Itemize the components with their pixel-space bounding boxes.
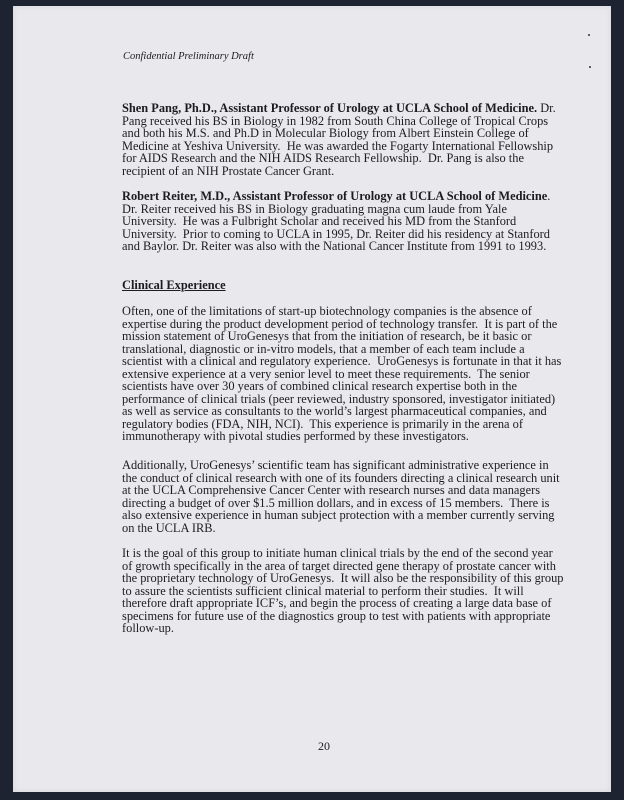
line-text: of growth specifically in the area of target directed gene therapy of prostate cancer with xyxy=(122,558,556,573)
line-text: expertise during the product development period of technology transfer. It is part of the xyxy=(122,316,558,331)
line-text: immunotherapy with pivotal studies performed by these investigators. xyxy=(122,429,469,443)
line-text: scientist with a clinical and regulatory experience. UroGenesys is fortunate in that it has xyxy=(122,354,562,368)
line-text: and both his M.S. and Ph.D in Molecular Biology from Albert Einstein College of xyxy=(122,126,529,140)
line-text: on the UCLA IRB. xyxy=(122,520,216,535)
line-text: Dr. Reiter received his BS in Biology graduating magna cum laude from Yale xyxy=(122,201,507,216)
scan-speck xyxy=(589,66,591,68)
line-text: . xyxy=(547,189,551,203)
bold-lead: Shen Pang, Ph.D., Assistant Professor of Urology at UCLA School of Medicine. xyxy=(122,101,538,115)
text-line xyxy=(122,239,547,253)
line-text: University. He was a Fulbright Scholar and received his MD from the Stanford xyxy=(122,214,517,228)
scan-speck xyxy=(588,34,590,36)
line-text: extensive experience at a very senior level to meet these requirements. The senior xyxy=(122,366,530,381)
line-text: It is the goal of this group to initiate human clinical trials by the end of the second year xyxy=(122,546,553,560)
text-line xyxy=(122,608,551,623)
line-text: directing a budget of over $1.5 million dollars, and in excess of 15 members. There is xyxy=(122,495,550,510)
line-text: follow-up. xyxy=(122,621,174,635)
paragraph-clinical-3 xyxy=(122,546,564,635)
line-text: translational, diagnostic or in-vitro models, that a member of each team include a xyxy=(122,341,525,356)
line-text: regulatory bodies (FDA, NIH, NCI). This experience is primarily in the arena of xyxy=(122,416,523,431)
paragraph-robert-reiter xyxy=(122,189,551,253)
line-text: Medicine at Yeshiva University. He was awarded the Fogarty International Fellowship xyxy=(122,138,554,153)
text-line xyxy=(122,622,507,635)
line-text: the conduct of clinical research with one of its founders directing a clinical research unit xyxy=(122,470,560,485)
line-text: therefore draft appropriate ICF’s, and begin the process of creating a large data base of xyxy=(122,596,552,610)
line-text: and Baylor. Dr. Reiter was also with the National Cancer Institute from 1991 to 1993. xyxy=(122,239,547,253)
line-text: at the UCLA Comprehensive Cancer Center with research nurses and data managers xyxy=(122,483,541,497)
page-number: 20 xyxy=(318,739,330,753)
text-line xyxy=(122,430,507,443)
bold-lead: Robert Reiter, M.D., Assistant Professor of Urology at UCLA School of Medicine xyxy=(122,189,548,203)
line-text: also extensive experience in human subject protection with a member currently serving xyxy=(122,508,555,522)
line-text: specimens for future use of the diagnostics group to test with patients with appropriate xyxy=(122,608,551,623)
text-line xyxy=(122,165,507,178)
line-text: Additionally, UroGenesys’ scientific team has significant administrative experience in xyxy=(122,458,549,472)
line-text: for AIDS Research and the NIH AIDS Research Fellowship. Dr. Pang is also the xyxy=(122,151,524,165)
line-text: as well as service as consultants to the world’s largest pharmaceutical companies, and xyxy=(122,404,547,418)
paragraph-clinical-1 xyxy=(122,304,562,443)
line-text: Pang received his BS in Biology in 1982 from South China College of Tropical Crops xyxy=(122,113,549,128)
line-text: University. Prior to coming to UCLA in 1995, Dr. Reiter did his residency at Stanford xyxy=(122,226,550,241)
paragraph-shen-pang xyxy=(122,101,556,178)
line-text: to assure the scientists sufficient clinical material to perform their studies. It will xyxy=(122,583,524,598)
line-text: scientists have over 30 years of combined clinical research expertise both in the xyxy=(122,379,517,393)
document-page xyxy=(13,6,611,792)
line-text: performance of clinical trials (peer reviewed, industry sponsored, investigator initiated) xyxy=(122,391,556,406)
line-text: Dr. xyxy=(537,101,556,115)
confidential-header: Confidential Preliminary Draft xyxy=(123,51,254,62)
line-text: mission statement of UroGenesys that from the initiation of research, be it basic or xyxy=(122,329,532,343)
line-text: the proprietary technology of UroGenesys. It will also be the responsibility of this group xyxy=(122,571,564,585)
line-text: Often, one of the limitations of start-up biotechnology companies is the absence of xyxy=(122,304,532,318)
paragraph-clinical-2 xyxy=(122,458,560,535)
section-heading: Clinical Experience xyxy=(122,278,226,292)
line-text: recipient of an NIH Prostate Cancer Grant. xyxy=(122,163,335,178)
text-line xyxy=(122,522,507,535)
